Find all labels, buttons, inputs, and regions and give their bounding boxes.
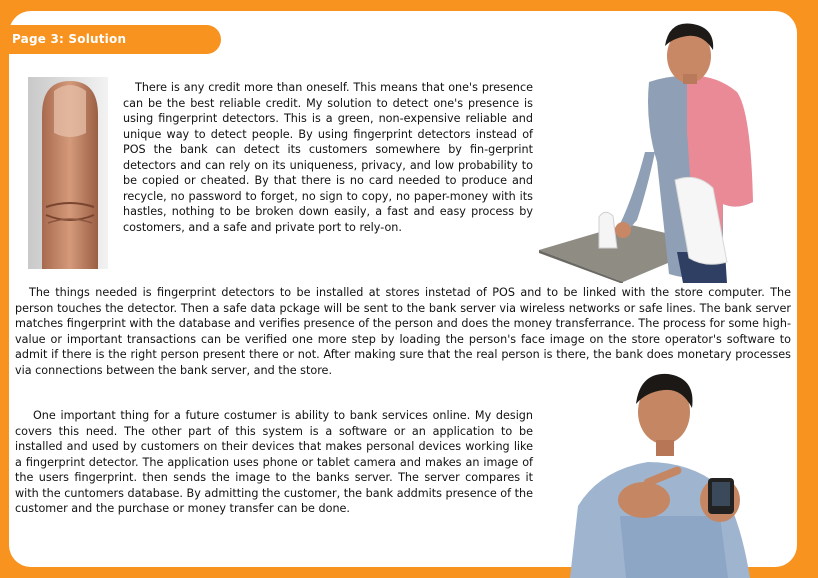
page-title: Page 3: Solution xyxy=(0,25,221,54)
intro-paragraph: There is any credit more than oneself. This means that one's presence can be the best reliable credit. My solution to detect one's presence is using fingerprint detectors. This is a green, non-expensive reliable and unique way to detect people. By using fingerprint detectors instead of POS the bank can detect its customers somewhere by fin-gerprint detectors and can rely on its uniqueness, privacy, and low probability to be copied or cheated. By that there is no card needed to produce and recycle, no password to forget, no sign to copy, no paper-money with its hastles, nothing to be broken down easily, a fast and easy process by costomers, and a safe and private port to rely-on. xyxy=(123,81,533,234)
fingertip-image xyxy=(28,77,108,269)
man-with-phone-image xyxy=(560,366,772,578)
system-paragraph: The things needed is fingerprint detectors to be installed at stores instetad of POS and to be linked with the store computer. The person touches the detector. Then a safe data pckage will be sent to the bank server via wireless networks or safe lines. The bank server matches fingerprint with the database and verifies presence of the person and does the money transferrance. The process for some high-value or important transactions can be verified one more step by loading the person's face image on the store operator's software to admit if there is the right person present there or not. After making sure that the real person is there, the bank does monetary processes via connections between the bank server, and the store. xyxy=(15,286,791,377)
man-using-detector-image xyxy=(537,12,789,283)
online-services-paragraph: One important thing for a future costumer is ability to bank services online. My design covers this need. The other part of this system is a software or an application to be installed and used by customers on their devices that makes personal devices working like a fingerprint detector. The application uses phone or tablet camera and makes an image of the users fingerprint. then sends the image to the banks server. The server compares it with the cuntomers database. By admitting the customer, the bank addmits presence of the customer and the purchase or money transfer can be done. xyxy=(15,409,533,515)
